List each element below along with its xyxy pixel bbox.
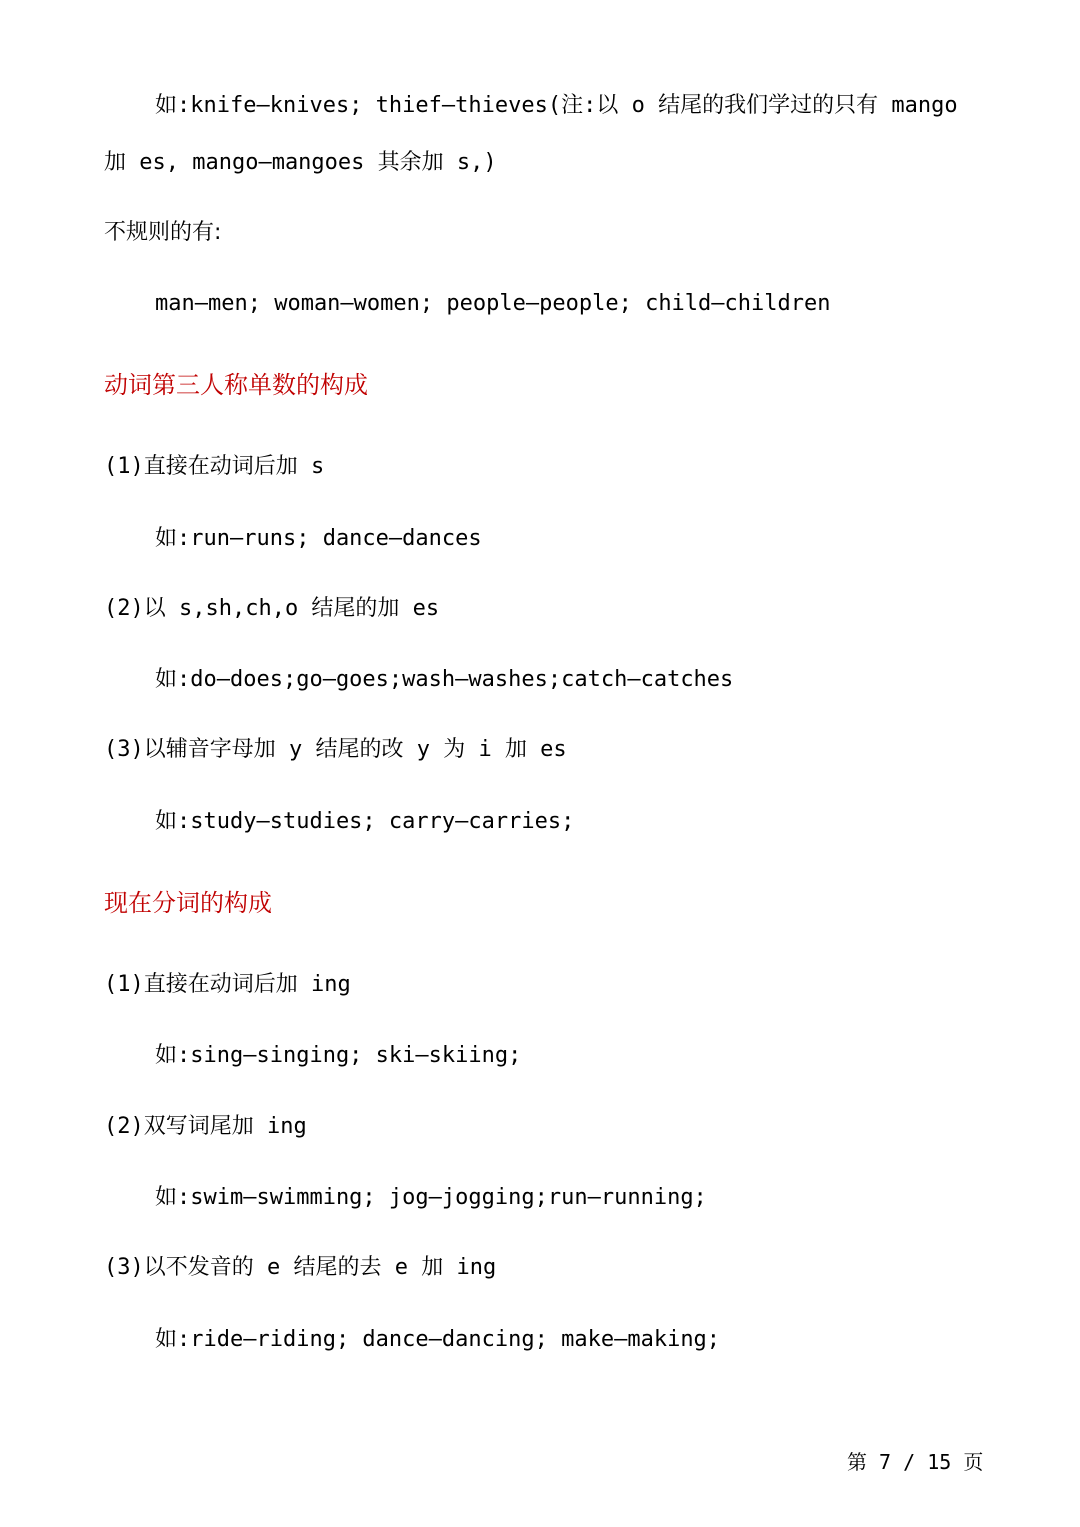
rule-third-person-1: (1)直接在动词后加 s xyxy=(104,454,325,479)
plural-o-note-line: 加 es, mango—mangoes 其余加 s,) xyxy=(104,150,497,175)
section-heading-third-person: 动词第三人称单数的构成 xyxy=(104,371,368,399)
plural-f-example-line: 如:knife—knives; thief—thieves(注:以 o 结尾的我们学过的只有 mango xyxy=(155,93,958,118)
rule-participle-1: (1)直接在动词后加 ing xyxy=(104,972,351,997)
rule-participle-2: (2)双写词尾加 ing xyxy=(104,1114,307,1139)
irregular-plural-examples: man—men; woman—women; people—people; child—children xyxy=(155,291,831,316)
irregular-plural-label: 不规则的有: xyxy=(104,220,222,245)
section-heading-present-participle: 现在分词的构成 xyxy=(104,889,272,917)
rule-third-person-2: (2)以 s,sh,ch,o 结尾的加 es xyxy=(104,596,440,621)
example-participle-3: 如:ride—riding; dance—dancing; make—making; xyxy=(155,1327,721,1352)
rule-participle-3: (3)以不发音的 e 结尾的去 e 加 ing xyxy=(104,1255,497,1280)
example-participle-1: 如:sing—singing; ski—skiing; xyxy=(155,1043,522,1068)
example-third-person-1: 如:run—runs; dance—dances xyxy=(155,526,482,551)
example-participle-2: 如:swim—swimming; jog—jogging;run—running; xyxy=(155,1185,707,1210)
page-number: 第 7 / 15 页 xyxy=(847,1450,984,1474)
example-third-person-3: 如:study—studies; carry—carries; xyxy=(155,809,575,834)
example-third-person-2: 如:do—does;go—goes;wash—washes;catch—catches xyxy=(155,667,734,692)
rule-third-person-3: (3)以辅音字母加 y 结尾的改 y 为 i 加 es xyxy=(104,737,567,762)
